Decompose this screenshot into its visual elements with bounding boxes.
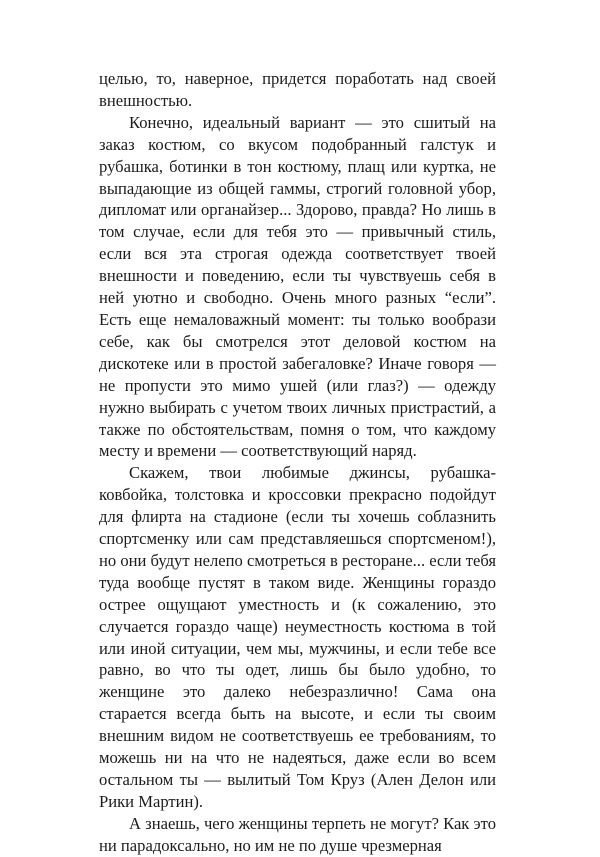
paragraph-continuation: целью, то, наверное, придется поработать над своей внешностью. (99, 69, 496, 110)
paragraph-jeans: Скажем, твои любимые джинсы, рубашка-ковбойка, толстовка и кроссовки прекрасно подойдут для флирта на стадионе (если ты хочешь соблазнить спортсменку или сам представляешься спортсменом!), но они будут нелепо смотреться в ресторане... если тебя туда вообще пустят в таком виде. Женщины гораздо острее ощущают уместность и (к сожалению, это случается гораздо чаще) неуместность костюма в той или иной ситуации, чем мы, мужчины, и если тебе все равно, во что ты одет, лишь бы было удобно, то женщине это далеко небезразлично! Сама она старается всегда быть на высоте, и если ты своим внешним видом не соответствуешь ее требованиям, то можешь ни на что не надеяться, даже если во всем остальном ты — вылитый Том Круз (Ален Делон или Рики Мартин). (99, 463, 496, 811)
book-page (99, 68, 496, 857)
paragraph-ideal-suit: Конечно, идеальный вариант — это сшитый на заказ костюм, со вкусом подобранный галстук и рубашка, ботинки в тон костюму, плащ или куртка, не выпадающие из общей гаммы, строгий головной убор, дипломат или органайзер... Здорово, правда? Но лишь в том случае, если для тебя это — привычный стиль, если вся эта строгая одежда соответствует твоей внешности и поведению, если ты чувствуешь себя в ней уютно и свободно. Очень много разных “если”. Есть еще немаловажный момент: ты только вообрази себе, как бы смотрелся этот деловой костюм на дискотеке или в простой забегаловке? Иначе говоря — не пропусти это мимо ушей (или глаз?) — одежду нужно выбирать с учетом твоих личных пристрастий, а также по обстоятельствам, помня о том, что каждому месту и времени — соответствующий наряд. (99, 112, 496, 461)
paragraph-women-dislike: А знаешь, чего женщины терпеть не могут? Как это ни парадоксально, но им не по душе чрезмерная (99, 813, 496, 855)
